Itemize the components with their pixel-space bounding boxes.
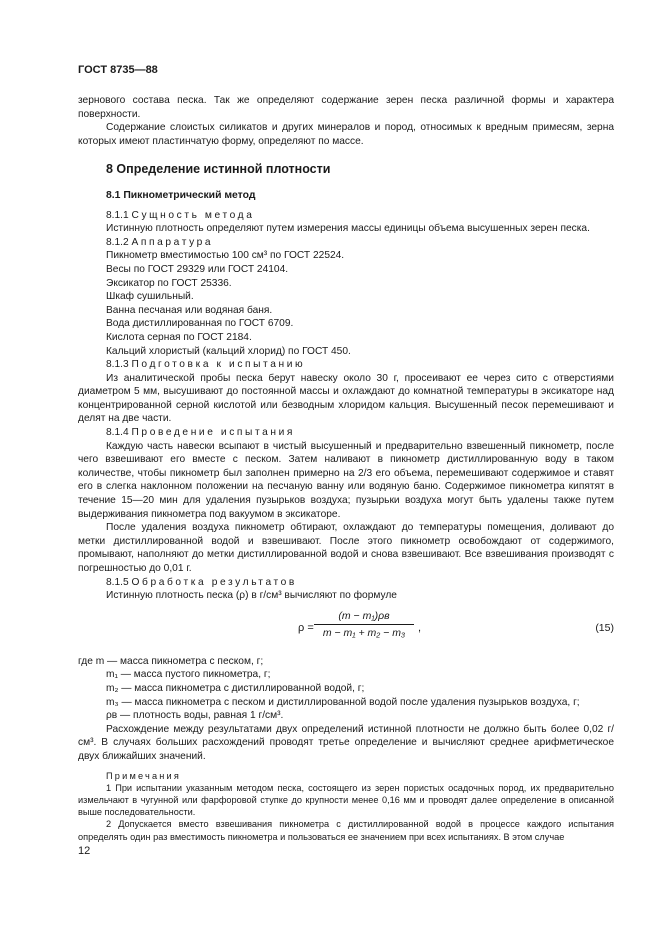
where-line: m₃ — масса пикнометра с песком и дистиллированной водой после удаления пузырьков воздуха, г; bbox=[106, 696, 580, 708]
formula-comma: , bbox=[418, 621, 422, 634]
clause-title: Проведение испытания bbox=[131, 427, 295, 439]
equation-number: (15) bbox=[595, 621, 614, 634]
clause-title: Обработка результатов bbox=[131, 576, 297, 588]
document-code-header: ГОСТ 8735—88 bbox=[78, 64, 158, 76]
formula-numerator: (m − m₁)ρв bbox=[338, 609, 390, 622]
formula-denominator: m − m₁ + m₂ − m₃ bbox=[322, 626, 406, 639]
clause-8-1-1-heading bbox=[78, 209, 614, 223]
equipment-item: Кислота серная по ГОСТ 2184. bbox=[106, 331, 252, 343]
equipment-item: Кальций хлористый (кальций хлорид) по ГОСТ 450. bbox=[106, 345, 351, 357]
section-8-title: 8 Определение истинной плотности bbox=[106, 162, 331, 177]
clause-number: 8.1.5 bbox=[106, 576, 132, 588]
where-line: где m — масса пикнометра с песком, г; bbox=[78, 655, 264, 667]
clause-8-1-4-heading bbox=[78, 426, 614, 440]
equipment-item: Вода дистиллированная по ГОСТ 6709. bbox=[106, 318, 294, 330]
clause-number: 8.1.4 bbox=[106, 427, 132, 439]
clause-8-1-3-text: Из аналитической пробы песка берут навеску около 30 г, просеивают ее через сито с отверстиями диаметром 5 мм, высушивают до постоянной массы и охлаждают до комнатной температуры в эксикаторе над концентрированной серной кислотой или безводным хлоридом кальция. Высушенный песок перемешивают и делят на две части. bbox=[78, 372, 614, 425]
clause-8-1-4-paragraph-2: После удаления воздуха пикнометр обтирают, охлаждают до температуры помещения, доливают до метки дистиллированной водой и взвешивают. После этого пикнометр освобождают от содержимого, промывают, наполняют до метки дистиллированной водой и снова взвешивают. Все взвешивания производят с погрешностью до 0,01 г. bbox=[78, 522, 614, 574]
equipment-item: Пикнометр вместимостью 100 см³ по ГОСТ 22524. bbox=[106, 250, 345, 262]
equipment-item: Ванна песчаная или водяная баня. bbox=[106, 304, 273, 316]
clause-8-1-5-heading bbox=[78, 576, 614, 590]
clause-title: Подготовка к испытанию bbox=[131, 359, 306, 371]
intro-paragraph-2: Содержание слоистых силикатов и других минералов и пород, относимых к вредным примесям, зерна которых имеют пластинчатую форму, определяют по массе. bbox=[78, 122, 614, 147]
where-line: m₁ — масса пустого пикнометра, г; bbox=[106, 669, 271, 681]
density-formula bbox=[78, 609, 614, 649]
clause-number: 8.1.3 bbox=[106, 359, 132, 371]
intro-paragraph-1: зернового состава песка. Так же определяют содержание зерен песка различной формы и характера поверхности. bbox=[78, 95, 614, 120]
formula-lhs: ρ = bbox=[298, 621, 314, 634]
clause-8-1-2-heading bbox=[78, 236, 614, 250]
equipment-item: Эксикатор по ГОСТ 25336. bbox=[106, 277, 232, 289]
note-1: 1 При испытании указанным методом песка, состоящего из зерен пористых осадочных пород, их предварительно измельчают в чугунной или фарфоровой ступке до крупности менее 0,16 мм и проводят далее определение в описанной выше последовательности. bbox=[78, 782, 614, 818]
where-line: ρв — плотность воды, равная 1 г/см³. bbox=[106, 710, 284, 722]
clause-number: 8.1.1 bbox=[106, 209, 132, 221]
where-line: m₂ — масса пикнометра с дистиллированной водой, г; bbox=[106, 682, 365, 694]
formula-fraction bbox=[314, 609, 414, 640]
clause-number: 8.1.2 bbox=[106, 236, 132, 248]
formula-lead-text: Истинную плотность песка (ρ) в г/см³ вычисляют по формуле bbox=[106, 590, 397, 602]
equipment-item: Шкаф сушильный. bbox=[106, 291, 194, 303]
clause-8-1-3-heading bbox=[78, 358, 614, 372]
results-conclusion: Расхождение между результатами двух определений истинной плотности не должно быть более 0,02 г/см³. В случаях больших расхождений проводят третье определение и вычисляют среднее арифметическое двух ближайших значений. bbox=[78, 723, 614, 762]
clause-title: Аппаратура bbox=[131, 236, 214, 248]
subsection-8-1-title: 8.1 Пикнометрический метод bbox=[106, 189, 256, 201]
notes-block bbox=[78, 770, 614, 843]
note-2: 2 Допускается вместо взвешивания пикнометра с дистиллированной водой в процессе каждого испытания определять один раз вместимость пикнометра и пользоваться ее значением при всех испытаниях. В этом случае bbox=[78, 819, 614, 842]
notes-title: Примечания bbox=[106, 770, 182, 781]
page-content bbox=[78, 94, 614, 843]
equipment-item: Весы по ГОСТ 29329 или ГОСТ 24104. bbox=[106, 263, 289, 275]
clause-8-1-1-text: Истинную плотность определяют путем измерения массы единицы объема высушенных зерен песка. bbox=[106, 223, 590, 235]
clause-8-1-4-paragraph-1: Каждую часть навески всыпают в чистый высушенный и предварительно взвешенный пикнометр, после чего взвешивают его вместе с песком. Затем наливают в пикнометр дистиллированную воду в таком количестве, чтобы пикнометр был заполнен примерно на 2/3 его объема, перемешивают содержимое и ставят его в слегка наклонном положении на песчаную ванну или водяную баню. Содержимое пикнометра кипятят в течение 15—20 мин для удаления пузырьков воздуха; пузырьки воздуха могут быть удалены также путем выдерживания пикнометра под вакуумом в эксикаторе. bbox=[78, 440, 614, 520]
clause-title: Сущность метода bbox=[131, 209, 255, 221]
page-number: 12 bbox=[78, 845, 91, 857]
